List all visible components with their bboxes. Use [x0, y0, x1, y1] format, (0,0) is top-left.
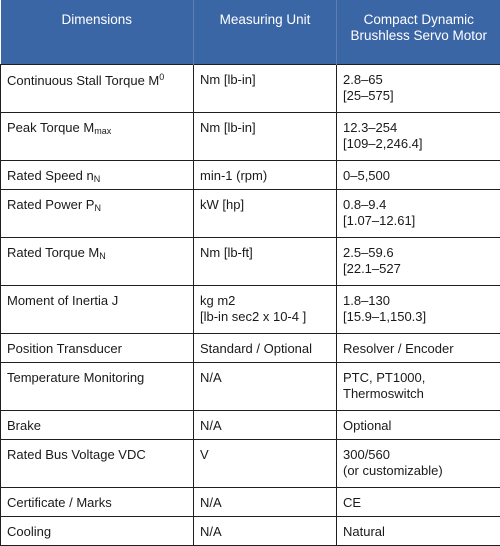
value-text: [22.1–527 — [343, 261, 494, 278]
value-text: (or customizable) — [343, 463, 494, 480]
dimension-label: Position Transducer — [7, 341, 122, 356]
table-row — [1, 112, 500, 160]
dimension-label: Temperature Monitoring — [7, 370, 144, 385]
unit-cell — [194, 189, 337, 237]
dimension-subscript: max — [94, 126, 111, 136]
unit-text: Nm [lb-in] — [200, 72, 330, 89]
table-row — [1, 333, 500, 362]
value-text: 1.8–130 — [343, 293, 494, 310]
dimension-cell-rated-speed-n — [1, 160, 194, 189]
value-text: Resolver / Encoder — [343, 341, 494, 358]
table-row — [1, 362, 500, 410]
unit-text: N/A — [200, 524, 330, 541]
dimension-cell-cooling — [1, 516, 194, 545]
unit-text: Nm [lb-ft] — [200, 245, 330, 262]
value-text: [15.9–1,150.3] — [343, 309, 494, 326]
dimension-subscript: N — [94, 203, 101, 213]
table-row — [1, 410, 500, 439]
table-row — [1, 516, 500, 545]
dimension-label: Continuous Stall Torque M — [7, 73, 159, 88]
table-row — [1, 439, 500, 487]
unit-cell — [194, 516, 337, 545]
value-cell — [337, 160, 500, 189]
value-cell — [337, 237, 500, 285]
header-measuring-unit: Measuring Unit — [194, 0, 337, 64]
unit-text: [lb-in sec2 x 10-4 ] — [200, 309, 330, 326]
header-motor: Compact Dynamic Brushless Servo Motor — [337, 0, 500, 64]
dimension-cell-moment-of-inertia-j — [1, 285, 194, 333]
table-row — [1, 237, 500, 285]
dimension-cell-rated-torque-m — [1, 237, 194, 285]
header-row — [1, 0, 500, 64]
dimension-label: Rated Speed n — [7, 168, 94, 183]
dimension-label: Rated Bus Voltage VDC — [7, 447, 146, 462]
dimension-label: Cooling — [7, 524, 51, 539]
value-text: [1.07–12.61] — [343, 213, 494, 230]
unit-cell — [194, 333, 337, 362]
value-cell — [337, 189, 500, 237]
table-row — [1, 285, 500, 333]
dimension-cell-certificate-marks — [1, 487, 194, 516]
table-row — [1, 160, 500, 189]
unit-cell — [194, 112, 337, 160]
unit-cell — [194, 160, 337, 189]
dimension-cell-temperature-monitoring — [1, 362, 194, 410]
value-cell — [337, 362, 500, 410]
table-row — [1, 189, 500, 237]
value-text: [25–575] — [343, 88, 494, 105]
value-text: 2.5–59.6 — [343, 245, 494, 262]
table-body — [1, 64, 500, 545]
unit-text: Standard / Optional — [200, 341, 330, 358]
dimension-label: Moment of Inertia J — [7, 293, 118, 308]
dimension-label: Certificate / Marks — [7, 495, 112, 510]
unit-text: kW [hp] — [200, 197, 330, 214]
unit-text: N/A — [200, 495, 330, 512]
value-cell — [337, 333, 500, 362]
value-cell — [337, 410, 500, 439]
value-text: 0.8–9.4 — [343, 197, 494, 214]
value-text: Optional — [343, 418, 494, 435]
value-text: 0–5,500 — [343, 168, 494, 185]
dimension-cell-position-transducer — [1, 333, 194, 362]
unit-text: N/A — [200, 418, 330, 435]
value-text: Natural — [343, 524, 494, 541]
value-cell — [337, 64, 500, 112]
value-text: 300/560 — [343, 447, 494, 464]
dimension-subscript: N — [94, 174, 101, 184]
unit-text: N/A — [200, 370, 330, 387]
unit-cell — [194, 410, 337, 439]
unit-text: kg m2 — [200, 293, 330, 310]
value-text: PTC, PT1000, — [343, 370, 494, 387]
value-text: CE — [343, 495, 494, 512]
dimension-superscript: 0 — [159, 72, 164, 82]
unit-cell — [194, 487, 337, 516]
dimension-cell-rated-bus-voltage-vdc — [1, 439, 194, 487]
dimension-cell-continuous-stall-torque-m — [1, 64, 194, 112]
value-text: 12.3–254 — [343, 120, 494, 137]
dimension-cell-brake — [1, 410, 194, 439]
unit-text: V — [200, 447, 330, 464]
table-row — [1, 64, 500, 112]
value-text: [109–2,246.4] — [343, 136, 494, 153]
unit-text: Nm [lb-in] — [200, 120, 330, 137]
unit-cell — [194, 285, 337, 333]
dimension-label: Rated Power P — [7, 197, 94, 212]
unit-cell — [194, 362, 337, 410]
value-cell — [337, 112, 500, 160]
dimension-label: Peak Torque M — [7, 120, 94, 135]
dimension-subscript: N — [99, 251, 106, 261]
table-row — [1, 487, 500, 516]
dimension-label: Rated Torque M — [7, 245, 99, 260]
unit-cell — [194, 439, 337, 487]
unit-cell — [194, 64, 337, 112]
unit-cell — [194, 237, 337, 285]
unit-text: min-1 (rpm) — [200, 168, 330, 185]
dimension-cell-rated-power-p — [1, 189, 194, 237]
value-cell — [337, 439, 500, 487]
table-header — [1, 0, 500, 64]
dimension-label: Brake — [7, 418, 41, 433]
value-cell — [337, 516, 500, 545]
dimension-cell-peak-torque-m — [1, 112, 194, 160]
header-dimensions: Dimensions — [1, 0, 194, 64]
value-cell — [337, 487, 500, 516]
value-cell — [337, 285, 500, 333]
value-text: Thermoswitch — [343, 386, 494, 403]
value-text: 2.8–65 — [343, 72, 494, 89]
